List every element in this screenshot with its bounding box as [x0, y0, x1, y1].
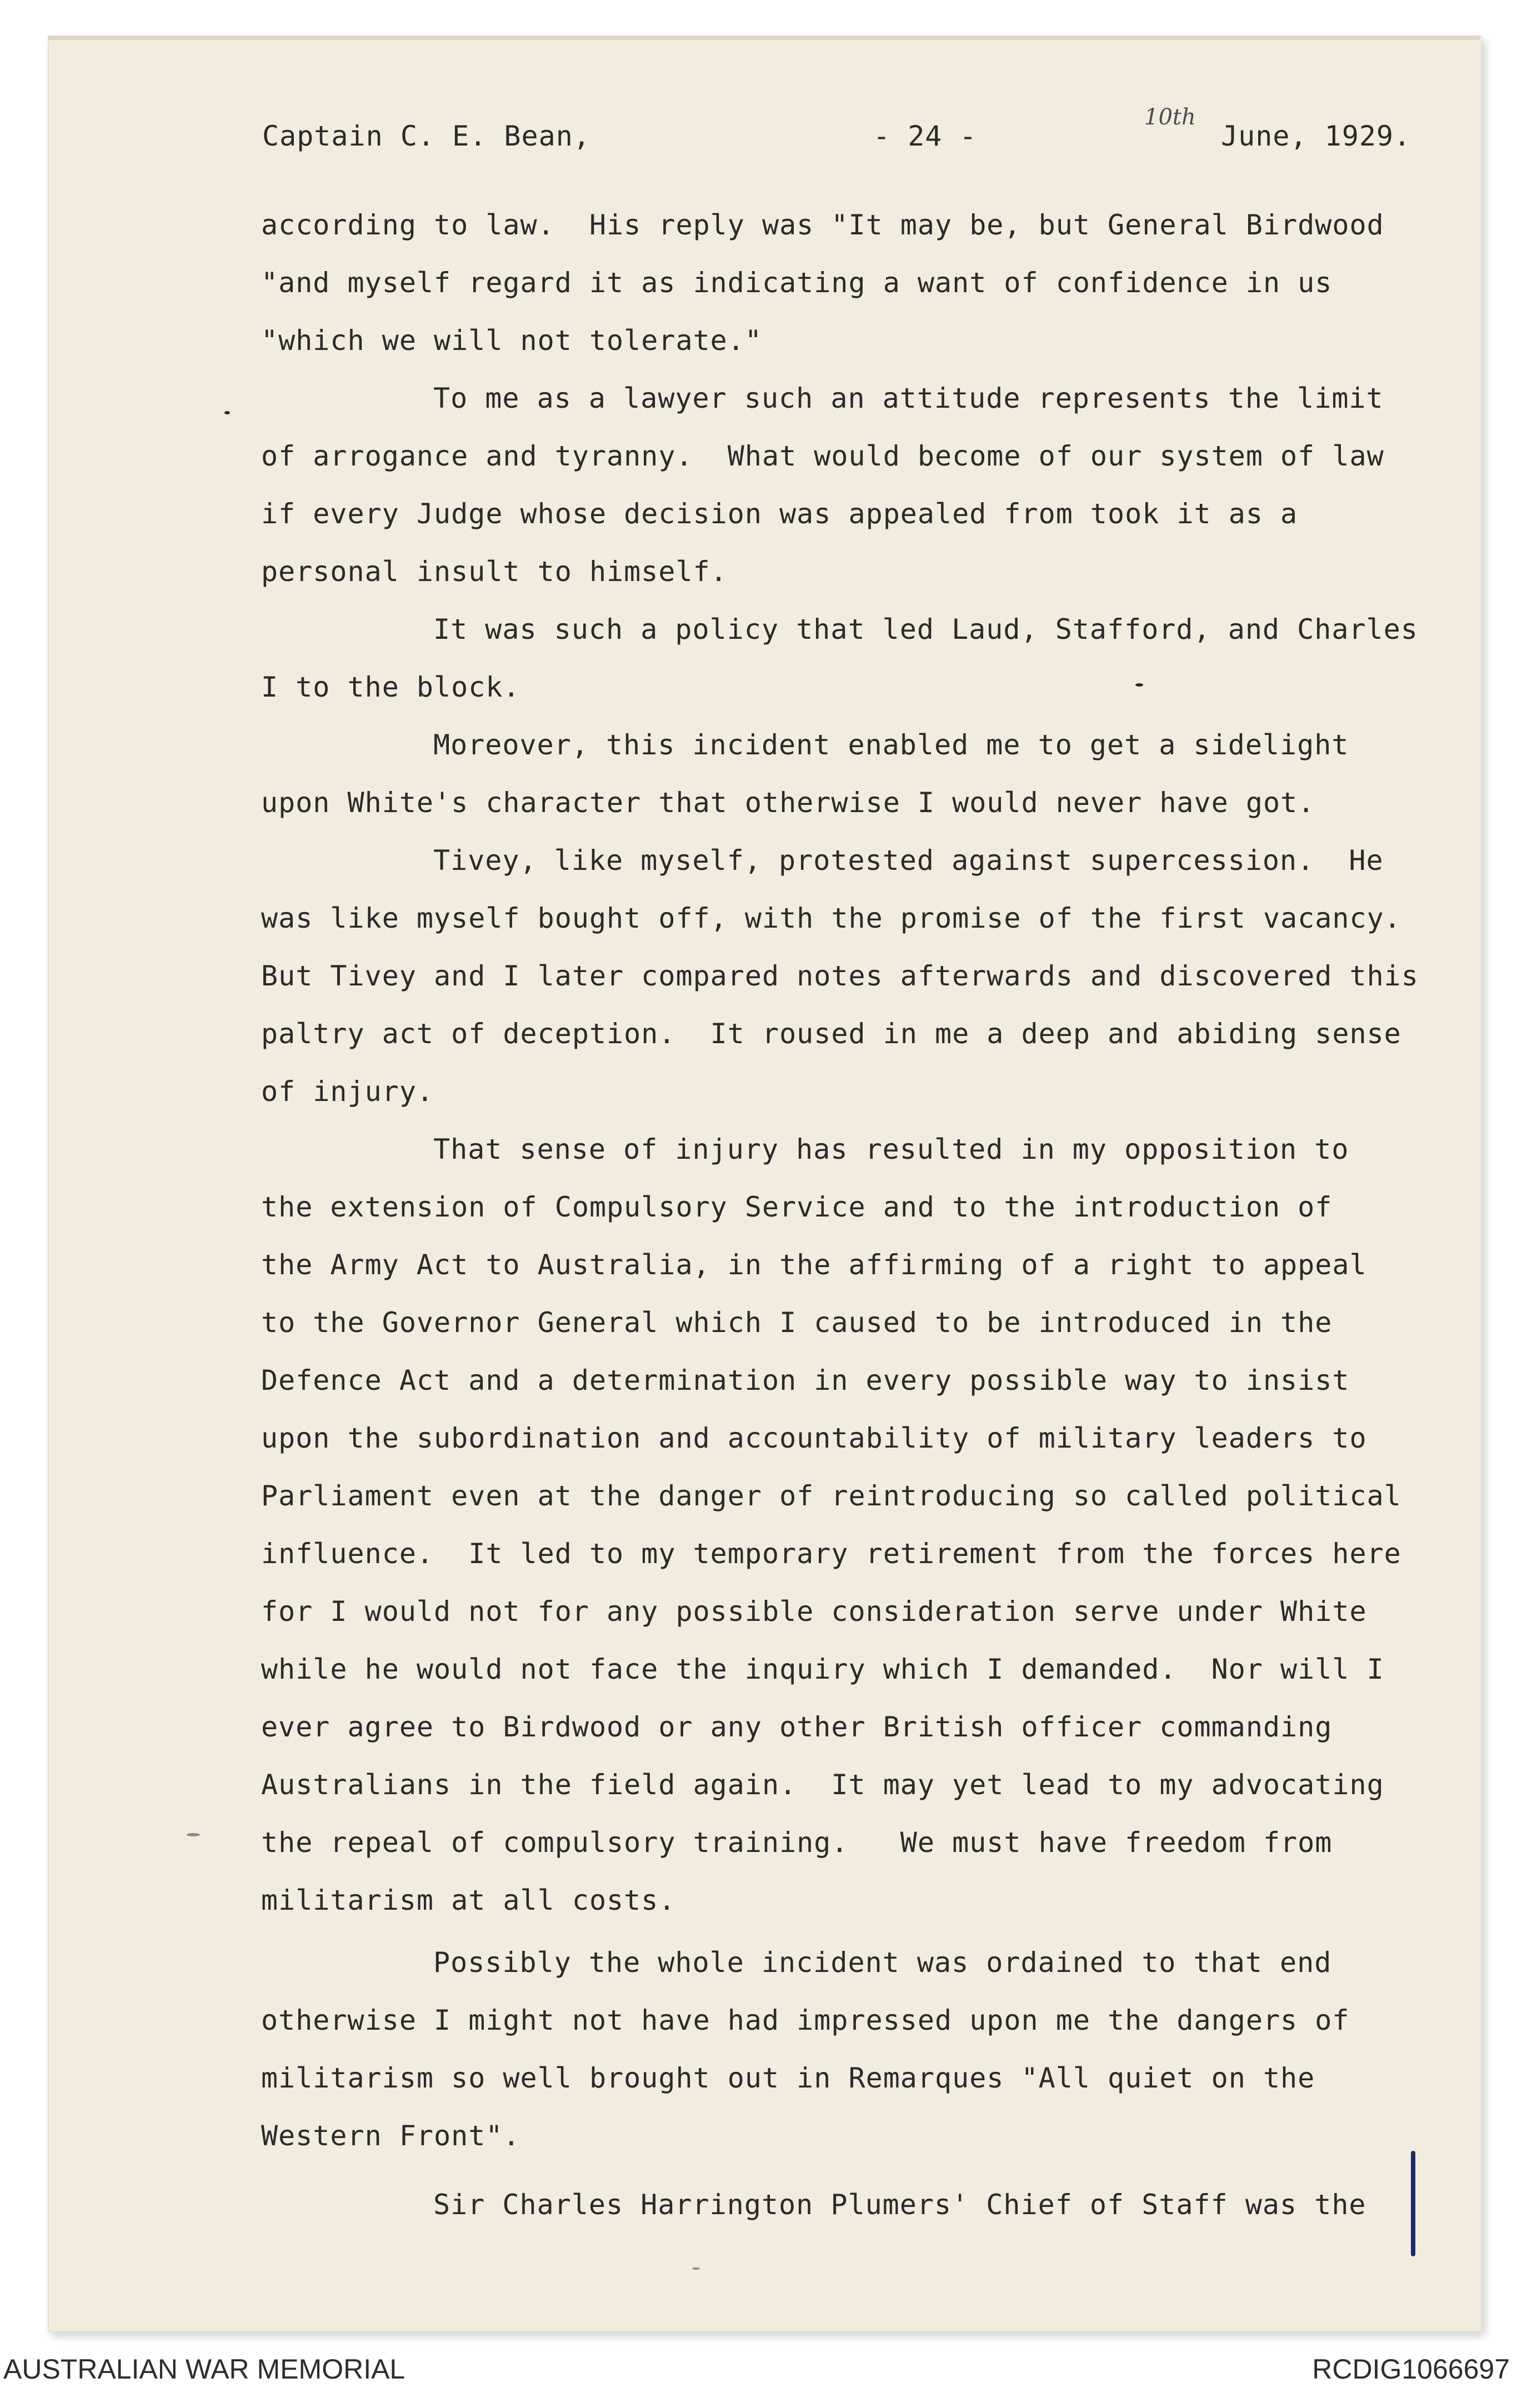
text-line: for I would not for any possible consideration serve under White — [261, 1595, 1367, 1628]
text-line: To me as a lawyer such an attitude represents the limit — [433, 382, 1384, 414]
text-line: "which we will not tolerate." — [261, 324, 762, 357]
text-line: militarism so well brought out in Remarques "All quiet on the — [261, 2062, 1315, 2094]
letter-date: June, 1929. — [1221, 120, 1411, 152]
text-line: personal insult to himself. — [261, 555, 728, 588]
text-line: Western Front". — [261, 2120, 520, 2152]
text-line: Tivey, like myself, protested against supercession. He — [433, 844, 1384, 877]
archive-reference: RCDIG1066697 — [1312, 2354, 1510, 2385]
paper-speck — [1135, 683, 1143, 687]
text-line: of injury. — [261, 1075, 434, 1108]
text-line: according to law. His reply was "It may be, but General Birdwood — [261, 209, 1384, 241]
letter-addressee: Captain C. E. Bean, — [262, 120, 590, 152]
text-line: to the Governor General which I caused to be introduced in the — [261, 1306, 1333, 1339]
text-line: I to the block. — [261, 671, 520, 703]
paper-speck — [187, 1833, 200, 1836]
text-line: of arrogance and tyranny. What would become of our system of law — [261, 440, 1384, 472]
text-line: upon White's character that otherwise I would never have got. — [261, 787, 1315, 819]
text-line: the Army Act to Australia, in the affirming of a right to appeal — [261, 1249, 1367, 1281]
archive-credit: AUSTRALIAN WAR MEMORIAL — [3, 2354, 405, 2385]
text-line: paltry act of deception. It roused in me a deep and abiding sense — [261, 1018, 1401, 1050]
ink-margin-stroke — [1411, 2151, 1415, 2256]
paper-speck — [692, 2267, 700, 2270]
text-line: But Tivey and I later compared notes afterwards and discovered this — [261, 960, 1419, 992]
text-line: otherwise I might not have had impressed upon me the dangers of — [261, 2004, 1350, 2036]
text-line: if every Judge whose decision was appealed from took it as a — [261, 498, 1298, 530]
text-line: "and myself regard it as indicating a want of confidence in us — [261, 267, 1333, 299]
page-number: - 24 - — [873, 120, 977, 152]
typed-letter-page — [48, 36, 1482, 2332]
text-line: That sense of injury has resulted in my opposition to — [433, 1133, 1349, 1165]
text-line: the extension of Compulsory Service and to the introduction of — [261, 1191, 1333, 1223]
text-line: It was such a policy that led Laud, Stafford, and Charles — [433, 613, 1418, 645]
text-line: the repeal of compulsory training. We must have freedom from — [261, 1826, 1333, 1859]
text-line: militarism at all costs. — [261, 1884, 676, 1916]
text-line: Australians in the field again. It may yet lead to my advocating — [261, 1769, 1384, 1801]
handwritten-day: 10th — [1144, 104, 1196, 130]
text-line: Defence Act and a determination in every possible way to insist — [261, 1364, 1350, 1396]
paper-speck — [224, 411, 230, 414]
text-line: upon the subordination and accountability of military leaders to — [261, 1422, 1367, 1454]
text-line: ever agree to Birdwood or any other British officer commanding — [261, 1711, 1333, 1743]
page-top-edge — [48, 36, 1480, 40]
text-line: Sir Charles Harrington Plumers' Chief of Staff was the — [433, 2189, 1366, 2221]
text-line: Moreover, this incident enabled me to get a sidelight — [433, 729, 1349, 761]
text-line: while he would not face the inquiry which I demanded. Nor will I — [261, 1653, 1384, 1685]
text-line: influence. It led to my temporary retirement from the forces here — [261, 1538, 1401, 1570]
text-line: was like myself bought off, with the promise of the first vacancy. — [261, 902, 1401, 934]
text-line: Possibly the whole incident was ordained to that end — [433, 1946, 1332, 1979]
text-line: Parliament even at the danger of reintroducing so called political — [261, 1480, 1401, 1512]
